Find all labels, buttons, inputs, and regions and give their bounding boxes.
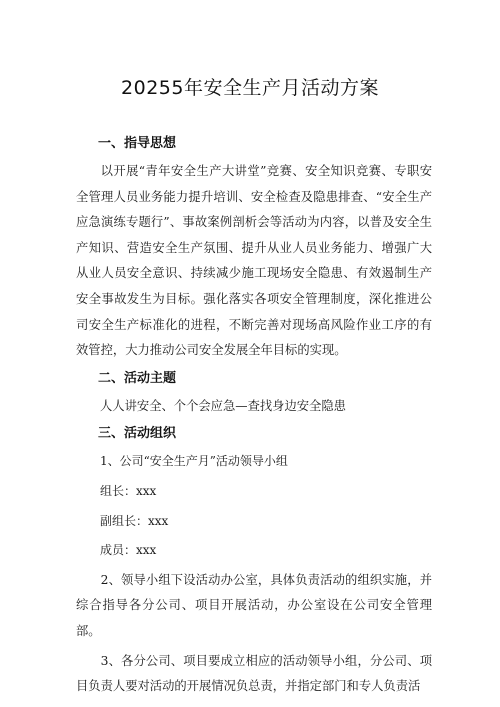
leadership-group-item: 1、公司“安全生产月”活动领导小组 bbox=[100, 454, 288, 469]
members-item: 成员：xxx bbox=[100, 543, 157, 558]
deputy-leader-item: 副组长：xxx bbox=[100, 513, 169, 528]
document-body bbox=[76, 133, 432, 704]
group-leader-item: 组长：xxx bbox=[100, 483, 157, 498]
organization-paragraph-3: 3、各分公司、项目要成立相应的活动领导小组，分公司、项目负责人要对活动的开展情况负总责，并指定部门和专人负责活 bbox=[76, 653, 432, 694]
section-heading-activity-theme: 二、活动主题 bbox=[98, 370, 177, 386]
guiding-ideology-paragraph: 以开展“青年安全生产大讲堂”竞赛、安全知识竞赛、专职安全管理人员业务能力提升培训、安全检查及隐患排查、“安全生产应急演练专题行”、事故案例剖析会等活动为内容，以普及安全生产知识、营造安全生产氛围、提升从业人员业务能力、增强广大从业人员安全意识、持续减少施工现场安全隐患、有效遏制生产安全事故发生为目标。强化落实各项安全管理制度，深化推进公司安全生产标准化的进程，不断完善对现场高风险作业工序的有效管控，大力推动公司安全发展全年目标的实现。 bbox=[76, 164, 432, 358]
organization-paragraph-2: 2、领导小组下设活动办公室，具体负责活动的组织实施，并综合指导各分公司、项目开展活动，办公室设在公司安全管理部。 bbox=[76, 572, 432, 638]
activity-theme-text: 人人讲安全、个个会应急—查找身边安全隐患 bbox=[100, 398, 346, 413]
document-title: 20255年安全生产月活动方案 bbox=[121, 77, 379, 99]
section-heading-activity-organization: 三、活动组织 bbox=[98, 426, 177, 442]
section-heading-guiding-ideology: 一、指导思想 bbox=[98, 136, 177, 151]
